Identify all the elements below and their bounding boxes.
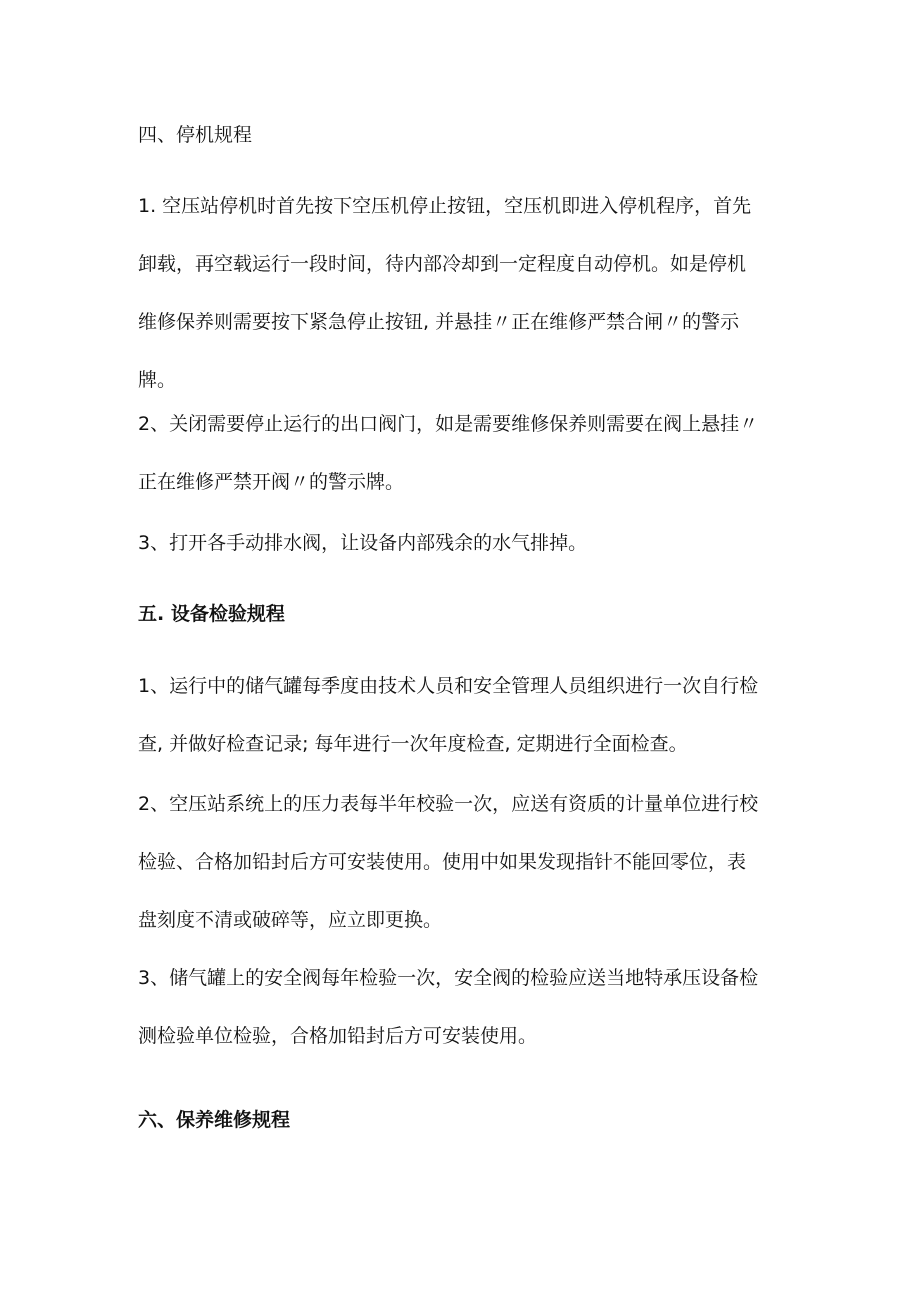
text-line: 正在维修严禁开阀〃的警示牌。 (138, 471, 405, 493)
section-4-paragraph-3 (138, 531, 788, 589)
section-6-heading: 六、保养维修规程 (138, 1109, 291, 1131)
text-line: 3、打开各手动排水阀，让设备内部残余的水气排掉。 (138, 532, 588, 554)
text-line: 1、运行中的储气罐每季度由技术人员和安全管理人员组织进行一次自行检 (138, 675, 759, 697)
text-line: 2、关闭需要停止运行的出口阀门，如是需要维修保养则需要在阀上悬挂〃 (138, 413, 759, 435)
section-4-paragraph-2 (138, 412, 788, 528)
text-line: 牌。 (138, 369, 177, 391)
text-line: 盘刻度不清或破碎等，应立即更换。 (138, 909, 443, 931)
text-line: 查, 并做好检查记录; 每年进行一次年度检查, 定期进行全面检查。 (138, 733, 688, 755)
section-5-paragraph-3 (138, 966, 788, 1082)
text-line: 卸载，再空载运行一段时间，待内部冷却到一定程度自动停机。如是停机 (138, 253, 747, 275)
text-line: 维修保养则需要按下紧急停止按钮, 并悬挂〃正在维修严禁合闸〃的警示 (138, 311, 740, 333)
section-5-heading: 五. 设备检验规程 (138, 603, 285, 625)
text-line: 3、储气罐上的安全阀每年检验一次，安全阀的检验应送当地特承压设备检 (138, 967, 759, 989)
section-5-paragraph-2 (138, 792, 788, 966)
text-line: 2、空压站系统上的压力表每半年校验一次，应送有资质的计量单位进行校 (138, 793, 759, 815)
text-line: 1. 空压站停机时首先按下空压机停止按钮，空压机即进入停机程序，首先 (138, 195, 752, 217)
text-line: 测检验单位检验，合格加铅封后方可安装使用。 (138, 1025, 538, 1047)
text-line: 检验、合格加铅封后方可安装使用。使用中如果发现指针不能回零位，表 (138, 851, 747, 873)
section-4-heading: 四、停机规程 (138, 124, 253, 146)
section-5-paragraph-1 (138, 674, 788, 790)
section-4-paragraph-1 (138, 194, 788, 426)
